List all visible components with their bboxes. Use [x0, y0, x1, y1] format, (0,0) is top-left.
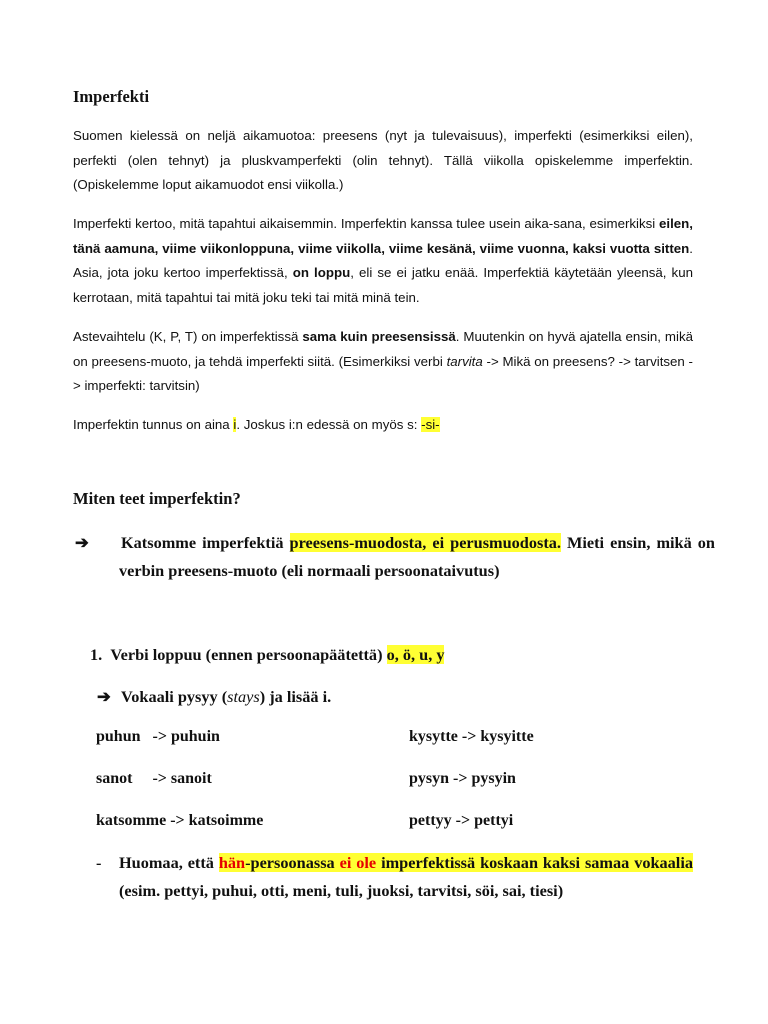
example-row: kysytte -> kysyitte — [409, 728, 534, 745]
example-row: pettyy -> pettyi — [409, 812, 514, 829]
arrow-point-2: ➔ Vokaali pysyy (stays) ja lisää i. — [97, 683, 331, 711]
paragraph-marker: Imperfektin tunnus on aina i. Joskus i:n edessä on myös s: -si- — [73, 417, 440, 432]
highlight-han: hän — [218, 853, 246, 872]
finished-phrase: on loppu — [292, 265, 351, 280]
right-arrow-icon: ➔ — [97, 687, 111, 706]
paragraph-tenses: Suomen kielessä on neljä aikamuotoa: preesens (nyt ja tulevaisuus), imperfekti (esimerkiksi eilen), perfekti (olen tehnyt) ja pluskvamperfekti (olin tehnyt). Tällä viikolla opiskelemme imperfektin. (Opiskelemme loput aikamuodot ensi viikolla.) — [73, 128, 693, 192]
marker-si: -si- — [421, 417, 440, 432]
example-verb: tarvita — [446, 353, 483, 369]
marker-i: i — [233, 417, 237, 432]
note-paragraph: Huomaa, että hän-persoonassa ei ole imperfektissä koskaan kaksi samaa vokaalia (esim. pettyi, puhui, otti, meni, tuli, juoksi, tarvitsi, söi, sai, tiesi) — [119, 853, 693, 900]
highlight-ei-ole: ei ole — [339, 853, 377, 872]
highlight-vowels: o, ö, u, y — [386, 645, 445, 664]
paragraph-consonant-gradation: Astevaihtelu (K, P, T) on imperfektissä sama kuin preesensissä. Muutenkin on hyvä ajatella ensin, mikä on preesens-muoto, ja tehdä imperfekti siitä. (Esimerkiksi verbi tarvita -> Mikä on preesens? -> tarvitsen -> imperfekti: tarvitsin) — [73, 329, 694, 393]
same-as-present-phrase: sama kuin preesensissä — [302, 329, 456, 344]
highlight-present-form: preesens-muodosta, ei perusmuodosta. — [289, 533, 561, 552]
paragraph-imperfect-meaning: Imperfekti kertoo, mitä tapahtui aikaisemmin. Imperfektin kanssa tulee usein aika-sana, esimerkiksi eilen, tänä aamuna, viime viikonloppuna, viime viikolla, viime kesänä, viime vuonna, kaksi vuotta sitten. Asia, jota joku kertoo imperfektissä, on loppu, eli se ei jatku enää. Imperfektiä käytetään yleensä, kun kerrotaan, mitä tapahtui tai mitä joku teki tai mitä minä tein. — [73, 216, 693, 305]
page-title: Imperfekti — [73, 87, 150, 106]
section-heading: Miten teet imperfektin? — [73, 489, 241, 508]
rule-1: 1. Verbi loppuu (ennen persoonapäätettä) o, ö, u, y — [90, 645, 445, 664]
example-row: katsomme -> katsoimme — [96, 812, 264, 829]
example-row: pysyn -> pysyin — [409, 770, 516, 787]
example-row: puhun -> puhuin — [96, 728, 220, 745]
arrow-point-1: ➔ Katsomme imperfektiä preesens-muodosta, ei perusmuodosta. Mieti ensin, mikä on verbin preesens-muoto (eli normaali persoonataivutus) — [97, 529, 715, 585]
right-arrow-icon: ➔ — [75, 533, 89, 552]
example-row: sanot -> sanoit — [96, 770, 212, 787]
note-dash: - — [96, 853, 102, 872]
highlight-no-double-vowel: imperfektissä koskaan kaksi samaa vokaalia — [376, 853, 693, 872]
time-words: eilen, tänä aamuna, viime viikonloppuna, viime viikolla, viime kesänä, viime vuonna, kaksi vuotta sitten — [73, 216, 693, 256]
english-gloss: stays — [227, 687, 260, 706]
